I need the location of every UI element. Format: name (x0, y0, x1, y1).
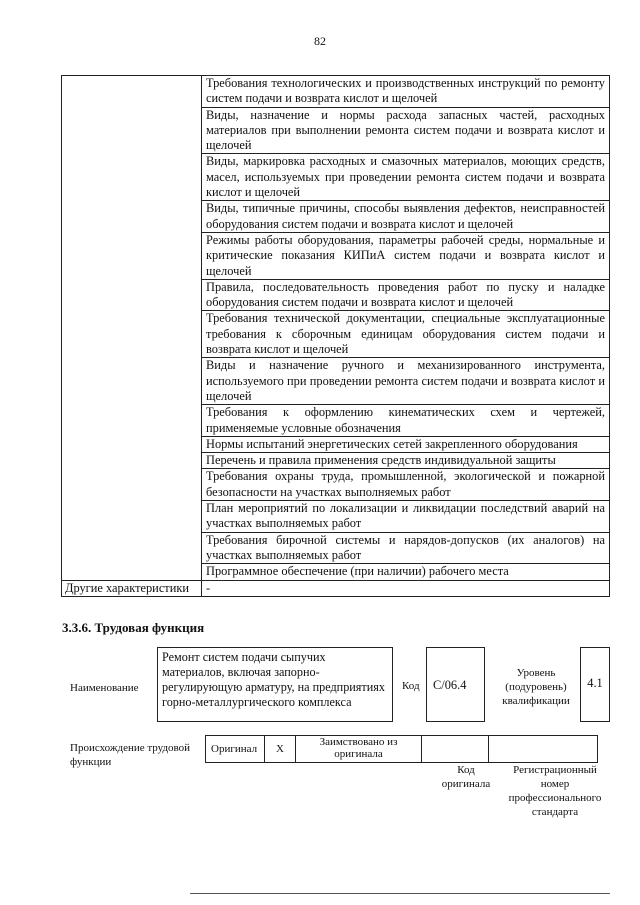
origin-label: Происхождение трудовой функции (70, 742, 191, 768)
other-characteristics-label: Другие характеристики (62, 580, 202, 596)
left-empty-cell (62, 76, 202, 581)
name-label: Наименование (70, 682, 139, 694)
requirement-cell: Нормы испытаний энергетических сетей закрепленного оборудования (202, 436, 610, 452)
requirement-cell: Программное обеспечение (при наличии) рабочего места (202, 564, 610, 580)
reg-number-cell (489, 736, 598, 763)
requirement-cell: План мероприятий по локализации и ликвидации последствий аварий на участках выполняемых работ (202, 501, 610, 533)
table-row (62, 580, 610, 596)
code-value: C/06.4 (426, 647, 485, 722)
level-label: Уровень (подуровень) квалификации (502, 667, 570, 707)
code-original-cell (422, 736, 489, 763)
page-number: 82 (314, 34, 326, 48)
requirement-cell: Требования охраны труда, промышленной, экологической и пожарной безопасности на участках выполняемых работ (202, 469, 610, 501)
bottom-divider (190, 893, 610, 894)
level-value: 4.1 (580, 647, 610, 722)
requirement-cell: Требования к оформлению кинематических схем и чертежей, применяемые условные обозначения (202, 405, 610, 437)
knowledge-table (61, 75, 610, 597)
code-original-caption: Код оригинала (441, 764, 491, 790)
borrowed-label: Заимствовано из оригинала (296, 736, 422, 763)
function-name: Ремонт систем подачи сыпучих материалов, включая запорно-регулирующую арматуру, на предприятиях горно-металлургического комплекса (157, 647, 393, 722)
original-label: Оригинал (206, 736, 265, 763)
reg-number-caption: Регистрационный номер профессионального стандарта (508, 764, 602, 818)
requirement-cell: Виды, маркировка расходных и смазочных материалов, моющих средств, масел, используемых при проведении ремонта систем подачи и возврата кислот и щелочей (202, 154, 610, 201)
section-title: 3.3.6. Трудовая функция (62, 620, 205, 635)
table-row (62, 76, 610, 108)
original-mark: X (265, 736, 296, 763)
requirement-cell: Перечень и правила применения средств индивидуальной защиты (202, 453, 610, 469)
requirement-cell: Виды, типичные причины, способы выявления дефектов, неисправностей оборудования систем подачи и возврата кислот и щелочей (202, 201, 610, 233)
origin-table (205, 735, 598, 763)
requirement-cell: Требования бирочной системы и нарядов-допусков (их аналогов) на участках выполняемых работ (202, 532, 610, 564)
requirement-cell: Требования технологических и производственных инструкций по ремонту систем подачи и возврата кислот и щелочей (202, 76, 610, 108)
requirement-cell: Требования технической документации, специальные эксплуатационные требования к сборочным единицам оборудования систем подачи и возврата кислот и щелочей (202, 311, 610, 358)
other-characteristics-value: - (202, 580, 610, 596)
code-label: Код (402, 680, 420, 692)
requirement-cell: Виды, назначение и нормы расхода запасных частей, расходных материалов при выполнении ремонта систем подачи и возврата кислот и щелочей (202, 107, 610, 154)
requirement-cell: Виды и назначение ручного и механизированного инструмента, используемого при проведении ремонта систем подачи и возврата кислот и щелочей (202, 358, 610, 405)
requirement-cell: Правила, последовательность проведения работ по пуску и наладке оборудования систем подачи и возврата кислот и щелочей (202, 279, 610, 311)
requirement-cell: Режимы работы оборудования, параметры рабочей среды, нормальные и критические показания КИПиА систем подачи и возврата кислот и щелочей (202, 232, 610, 279)
